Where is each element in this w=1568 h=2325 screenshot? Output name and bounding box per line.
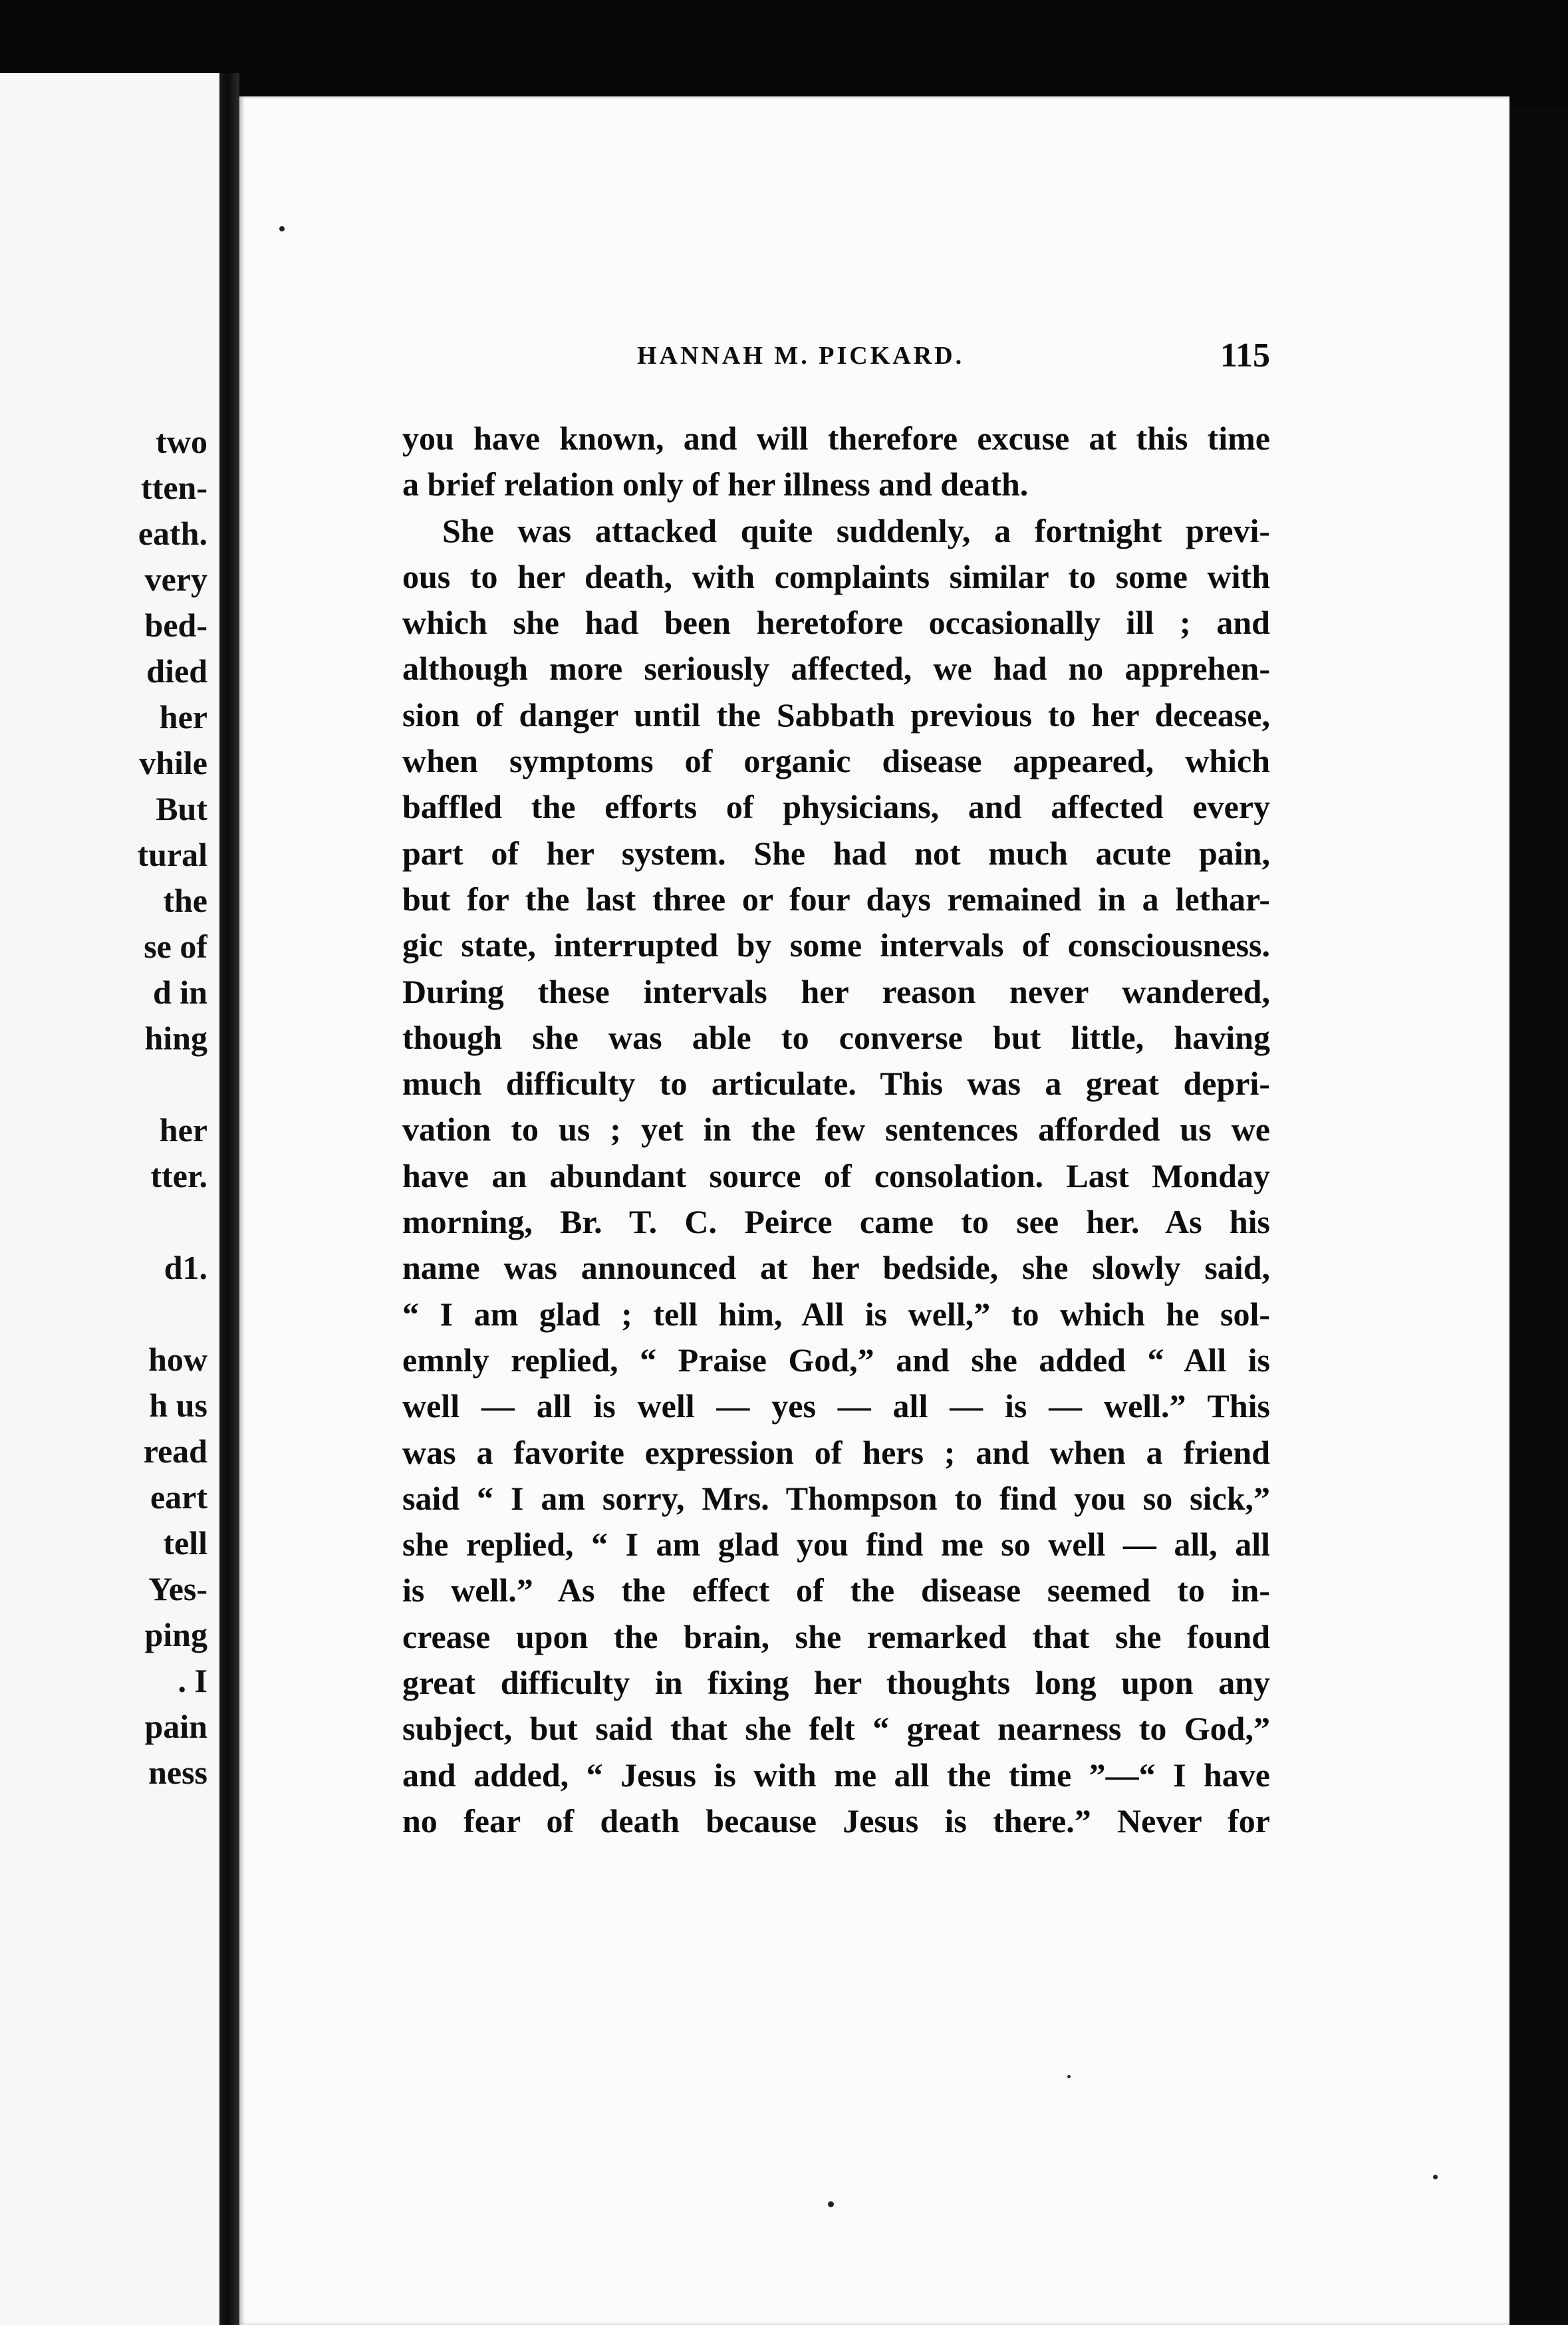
right-edge-shadow — [1509, 106, 1568, 2325]
left-page-fragment: her — [159, 1111, 207, 1149]
dust-speck — [1433, 2175, 1438, 2179]
left-page-fragment: se of — [144, 928, 207, 965]
body-line: emnly replied, “ Praise God,” and she added “ All is — [402, 1341, 1270, 1379]
body-line: she replied, “ I am glad you find me so well — all, all — [402, 1526, 1270, 1564]
left-page-fragment: bed- — [144, 607, 207, 644]
left-page-fragment: vhile — [139, 744, 207, 781]
left-facing-page — [0, 73, 219, 2325]
left-page-fragment: how — [148, 1341, 207, 1378]
body-line: part of her system. She had not much acute pain, — [402, 834, 1270, 872]
running-head: HANNAH M. PICKARD. — [637, 342, 965, 370]
dust-speck — [1067, 2075, 1071, 2078]
left-page-text-fragments — [8, 419, 207, 1796]
left-page-fragment: eath. — [138, 515, 207, 552]
body-line: She was attacked quite suddenly, a fortnight previ- — [442, 511, 1270, 549]
body-line: subject, but said that she felt “ great nearness to God,” — [402, 1710, 1270, 1748]
left-page-fragment: d1. — [164, 1249, 207, 1286]
left-page-fragment: tural — [137, 836, 207, 873]
dust-speck — [279, 226, 285, 231]
body-line: gic state, interrupted by some intervals of consciousness. — [402, 926, 1270, 964]
body-line: have an abundant source of consolation. Last Monday — [402, 1157, 1270, 1194]
body-line: ous to her death, with complaints similar to some with — [402, 557, 1270, 595]
body-line: no fear of death because Jesus is there.” Never for — [402, 1802, 1270, 1840]
body-line: but for the last three or four days remained in a lethar- — [402, 880, 1270, 918]
left-page-fragment: ness — [148, 1754, 207, 1791]
body-line: which she had been heretofore occasionally ill ; and — [402, 604, 1270, 642]
page-header — [402, 336, 1270, 389]
left-page-fragment: her — [159, 698, 207, 736]
body-line: much difficulty to articulate. This was a great depri- — [402, 1065, 1270, 1103]
left-page-fragment: Yes- — [148, 1570, 207, 1607]
left-page-fragment: two — [156, 423, 207, 460]
left-page-fragment: pain — [144, 1708, 207, 1745]
body-line: “ I am glad ; tell him, All is well,” to which he sol- — [402, 1295, 1270, 1333]
body-line: was a favorite expression of hers ; and when a friend — [402, 1433, 1270, 1471]
left-page-fragment: tter. — [150, 1157, 207, 1194]
body-line: is well.” As the effect of the disease seemed to in- — [402, 1572, 1270, 1609]
left-page-fragment: very — [144, 561, 207, 598]
body-line: name was announced at her bedside, she slowly said, — [402, 1249, 1270, 1287]
body-line: said “ I am sorry, Mrs. Thompson to find you so sick,” — [402, 1479, 1270, 1517]
body-line: you have known, and will therefore excuse at this time — [402, 420, 1270, 457]
body-line: and added, “ Jesus is with me all the time ”—“ I have — [402, 1756, 1270, 1794]
body-line: crease upon the brain, she remarked that she found — [402, 1617, 1270, 1655]
left-page-fragment: read — [143, 1433, 207, 1470]
body-line: vation to us ; yet in the few sentences afforded us we — [402, 1111, 1270, 1149]
left-page-fragment: died — [146, 652, 207, 690]
book-gutter — [219, 73, 239, 2325]
left-page-fragment: d in — [152, 974, 207, 1011]
left-page-fragment: But — [156, 790, 207, 827]
left-page-fragment: tell — [163, 1524, 207, 1562]
left-page-fragment — [8, 1199, 207, 1245]
body-line: baffled the efforts of physicians, and affected every — [402, 788, 1270, 826]
left-page-fragment — [8, 1061, 207, 1107]
left-page-fragment: hing — [144, 1020, 207, 1057]
body-line: a brief relation only of her illness and death. — [402, 466, 1029, 503]
body-line: although more seriously affected, we had no apprehen- — [402, 650, 1270, 688]
left-page-fragment: ping — [144, 1616, 207, 1653]
left-page-fragment: tten- — [141, 469, 207, 506]
body-line: well — all is well — yes — all — is — well.” This — [402, 1387, 1270, 1425]
left-page-fragment: . I — [178, 1662, 207, 1699]
body-line: though she was able to converse but little, having — [402, 1018, 1270, 1056]
dust-speck — [828, 2201, 834, 2207]
page-number: 115 — [1220, 337, 1270, 374]
left-page-fragment — [8, 1291, 207, 1337]
body-line: morning, Br. T. C. Peirce came to see her. As his — [402, 1203, 1270, 1241]
left-page-fragment: h us — [149, 1387, 207, 1424]
body-line: great difficulty in fixing her thoughts long upon any — [402, 1664, 1270, 1702]
body-line: sion of danger until the Sabbath previous to her decease, — [402, 696, 1270, 734]
body-line: when symptoms of organic disease appeared, which — [402, 742, 1270, 780]
left-page-fragment: the — [163, 882, 207, 919]
left-page-fragment: eart — [150, 1478, 207, 1516]
body-line: During these intervals her reason never wandered, — [402, 972, 1270, 1010]
body-text — [402, 416, 1270, 1844]
